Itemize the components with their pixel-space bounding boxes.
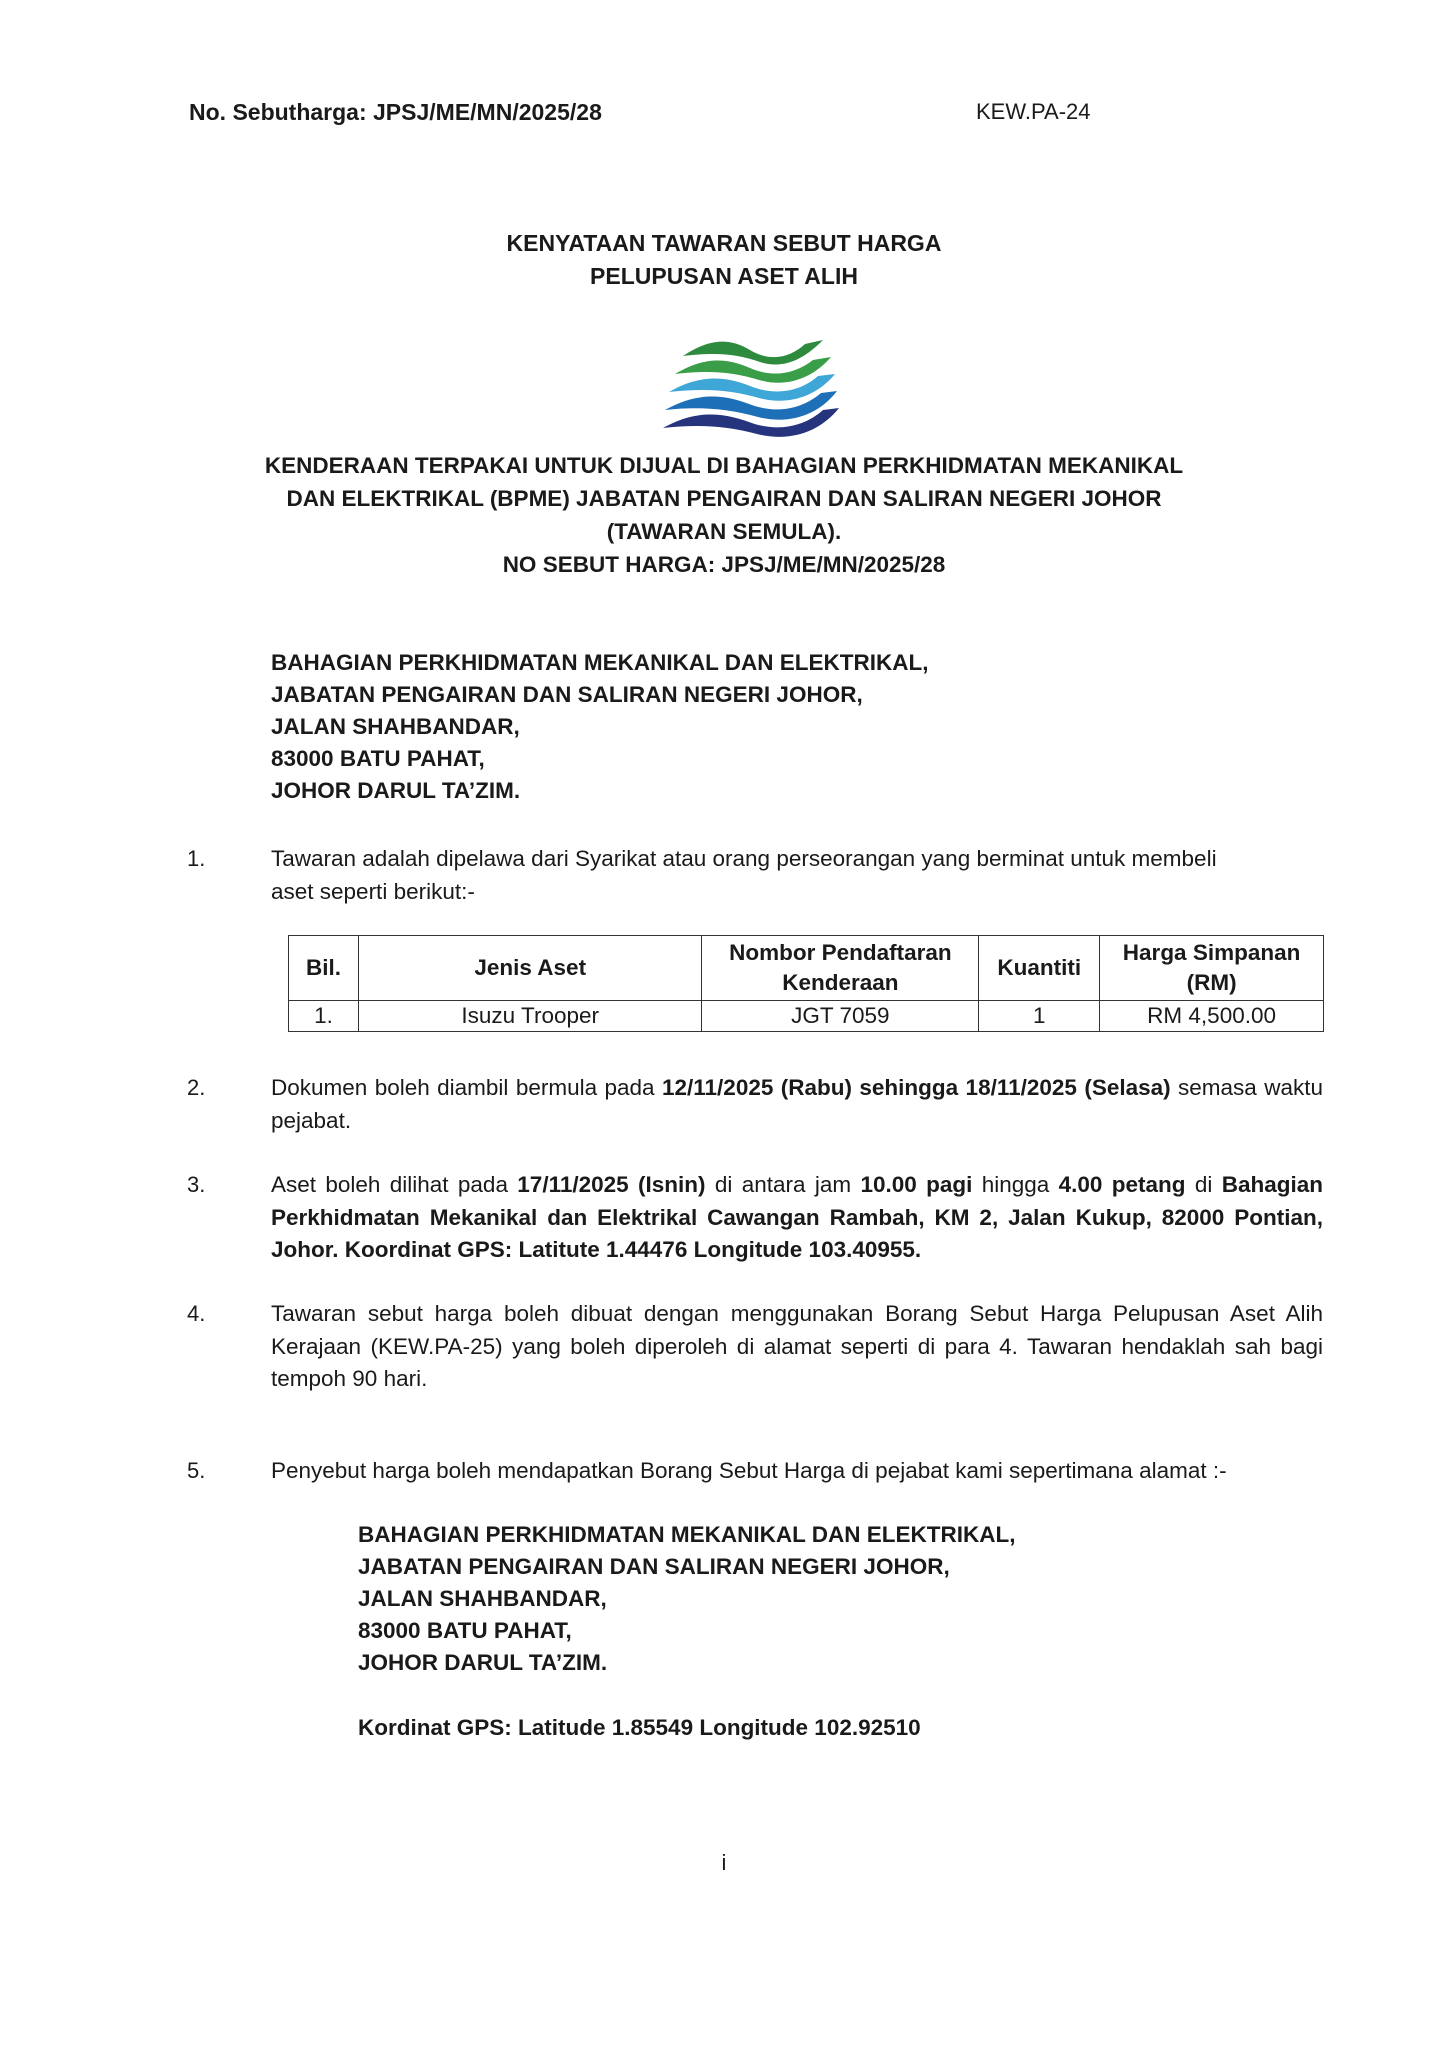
- header-nombor-pendaftaran: [702, 936, 979, 1001]
- office-address: [271, 647, 928, 807]
- cell-harga-simpanan: RM 4,500.00: [1100, 1001, 1324, 1032]
- header-kuantiti: Kuantiti: [979, 936, 1100, 1001]
- asset-table: [288, 935, 1324, 1032]
- table-header-row: [289, 936, 1324, 1001]
- paragraph-1: [271, 843, 1323, 908]
- cell-nombor-pendaftaran: JGT 7059: [702, 1001, 979, 1032]
- viewing-date: 17/11/2025 (Isnin): [517, 1172, 706, 1197]
- paragraph-4-number: 4.: [187, 1301, 206, 1326]
- paragraph-2: [271, 1072, 1323, 1137]
- header-nombor-line-2: Kenderaan: [782, 970, 899, 995]
- address-line: JABATAN PENGAIRAN DAN SALIRAN NEGERI JOHOR,: [271, 682, 863, 707]
- viewing-start-time: 10.00 pagi: [860, 1172, 973, 1197]
- paragraph-2-text: Dokumen boleh diambil bermula pada: [271, 1075, 662, 1100]
- document-title: [0, 227, 1448, 293]
- address-line: JOHOR DARUL TA’ZIM.: [358, 1650, 608, 1675]
- paragraph-2-number: 2.: [187, 1075, 206, 1100]
- header-jenis-aset: Jenis Aset: [358, 936, 702, 1001]
- header-harga-simpanan: [1100, 936, 1324, 1001]
- viewing-end-time: 4.00 petang: [1058, 1172, 1186, 1197]
- paragraph-3-text: di antara jam: [705, 1172, 861, 1197]
- cell-kuantiti: 1: [979, 1001, 1100, 1032]
- title-line-1: KENYATAAN TAWARAN SEBUT HARGA: [506, 230, 942, 256]
- paragraph-2-text: semasa waktu pejabat.: [271, 1075, 1324, 1133]
- heading-line-1: KENDERAAN TERPAKAI UNTUK DIJUAL DI BAHAGIAN PERKHIDMATAN MEKANIKAL: [264, 453, 1184, 478]
- header-nombor-line-1: Nombor Pendaftaran: [729, 940, 952, 965]
- header-bil: Bil.: [289, 936, 359, 1001]
- paragraph-5: Penyebut harga boleh mendapatkan Borang Sebut Harga di pejabat kami sepertimana alamat :-: [271, 1458, 1227, 1483]
- page-number: i: [721, 1850, 727, 1875]
- form-code: KEW.PA-24: [976, 99, 1091, 124]
- heading-line-4: NO SEBUT HARGA: JPSJ/ME/MN/2025/28: [502, 552, 946, 577]
- heading-line-3: (TAWARAN SEMULA).: [606, 519, 842, 544]
- heading-line-2: DAN ELEKTRIKAL (BPME) JABATAN PENGAIRAN DAN SALIRAN NEGERI JOHOR: [286, 486, 1162, 511]
- paragraph-3: [271, 1169, 1323, 1267]
- paragraph-1-number: 1.: [187, 846, 206, 871]
- reference-number: No. Sebutharga: JPSJ/ME/MN/2025/28: [189, 99, 602, 125]
- document-collection-dates: 12/11/2025 (Rabu) sehingga 18/11/2025 (Selasa): [661, 1075, 1171, 1100]
- wave-logo-icon: [655, 330, 855, 440]
- header-harga-line-1: Harga Simpanan: [1122, 940, 1301, 965]
- notice-heading: [0, 449, 1448, 581]
- cell-bil: 1.: [289, 1001, 359, 1032]
- gps-coordinates: Kordinat GPS: Latitude 1.85549 Longitude 102.92510: [358, 1715, 921, 1740]
- paragraph-4: Tawaran sebut harga boleh dibuat dengan menggunakan Borang Sebut Harga Pelupusan Aset Alih Kerajaan (KEW.PA-25) yang boleh diperoleh di alamat seperti di para 4. Tawaran hendaklah sah bagi tempoh 90 hari.: [271, 1301, 1323, 1391]
- viewing-location: Bahagian Perkhidmatan Mekanikal dan Elektrikal Cawangan Rambah, KM 2, Jalan Kukup, 82000 Pontian, Johor. Koordinat GPS: Latitute 1.44476 Longitude 103.40955.: [271, 1172, 1323, 1262]
- collection-address: [358, 1519, 1015, 1679]
- paragraph-3-text: hingga: [972, 1172, 1059, 1197]
- address-line: JALAN SHAHBANDAR,: [358, 1586, 607, 1611]
- address-line: 83000 BATU PAHAT,: [271, 746, 485, 771]
- address-line: JALAN SHAHBANDAR,: [271, 714, 520, 739]
- address-line: JABATAN PENGAIRAN DAN SALIRAN NEGERI JOHOR,: [358, 1554, 950, 1579]
- paragraph-1-line-2: aset seperti berikut:-: [271, 878, 475, 904]
- cell-jenis-aset: Isuzu Trooper: [358, 1001, 702, 1032]
- paragraph-3-number: 3.: [187, 1172, 206, 1197]
- address-line: BAHAGIAN PERKHIDMATAN MEKANIKAL DAN ELEKTRIKAL,: [358, 1522, 1016, 1547]
- paragraph-1-line-1: Tawaran adalah dipelawa dari Syarikat atau orang perseorangan yang berminat untuk membeli: [271, 846, 1217, 871]
- address-line: JOHOR DARUL TA’ZIM.: [271, 778, 521, 803]
- title-line-2: PELUPUSAN ASET ALIH: [590, 263, 858, 289]
- table-row: [289, 1001, 1324, 1032]
- address-line: 83000 BATU PAHAT,: [358, 1618, 572, 1643]
- paragraph-3-text: Aset boleh dilihat pada: [271, 1172, 518, 1197]
- paragraph-5-number: 5.: [187, 1458, 206, 1483]
- paragraph-3-text: di: [1185, 1172, 1222, 1197]
- address-line: BAHAGIAN PERKHIDMATAN MEKANIKAL DAN ELEKTRIKAL,: [271, 650, 929, 675]
- header-harga-line-2: (RM): [1186, 970, 1237, 995]
